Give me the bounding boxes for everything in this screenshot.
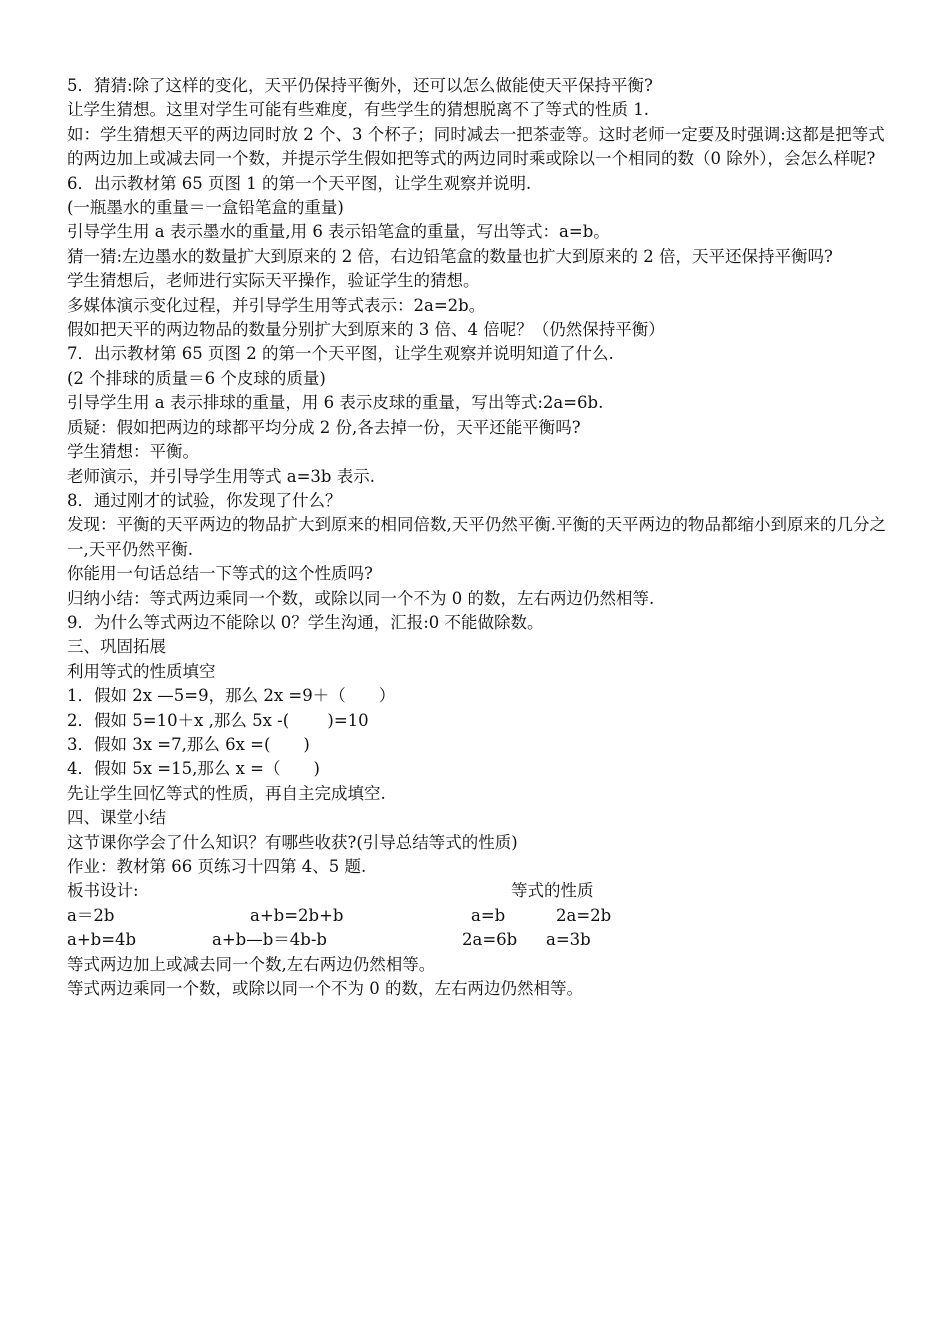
lesson-page xyxy=(67,74,897,1001)
exercise-3: 3．假如 3x =7,那么 6x =( ) xyxy=(67,734,310,754)
paragraph-question-halve: 质疑：假如把两边的球都平均分成 2 份,各去掉一份，天平还能平衡吗? xyxy=(67,417,581,437)
paragraph-teacher-demo: 老师演示，并引导学生用等式 a=3b 表示. xyxy=(67,466,375,486)
paragraph-guess-double: 猜一猜:左边墨水的数量扩大到原来的 2 倍，右边铅笔盒的数量也扩大到原来的 2 倍，天平还保持平衡吗? xyxy=(67,246,833,266)
board-cell: a+b—b＝4b-b xyxy=(212,930,327,950)
board-cell: a=3b xyxy=(546,930,591,950)
board-label: 板书设计: xyxy=(67,881,139,901)
paragraph-step-9: 9．为什么等式两边不能除以 0？学生沟通，汇报:0 不能做除数。 xyxy=(67,612,544,632)
paragraph-fill-blanks: 利用等式的性质填空 xyxy=(67,661,216,681)
paragraph-ink-equals: (一瓶墨水的重量＝一盒铅笔盒的重量) xyxy=(67,198,344,218)
paragraph-ball-equals: (2 个排球的质量＝6 个皮球的质量) xyxy=(67,368,326,388)
paragraph-step-8: 8．通过刚才的试验，你发现了什么？ xyxy=(67,490,342,510)
board-cell: a+b=4b xyxy=(67,930,137,950)
board-header-row xyxy=(67,879,897,903)
board-cell: 2a=2b xyxy=(556,905,612,925)
paragraph-student-guess: 让学生猜想。这里对学生可能有些难度，有些学生的猜想脱离不了等式的性质 1. xyxy=(67,100,649,120)
board-row-1 xyxy=(67,904,897,928)
exercise-4: 4．假如 5x =15,那么 x =（ ) xyxy=(67,759,320,779)
board-cell: a=b xyxy=(471,905,506,925)
paragraph-guess-balance: 学生猜想：平衡。 xyxy=(67,442,199,462)
board-title: 等式的性质 xyxy=(511,881,594,901)
paragraph-write-equation: 引导学生用 a 表示墨水的重量,用 6 表示铅笔盒的重量，写出等式：a=b。 xyxy=(67,222,610,242)
paragraph-guess-5: 5．猜猜:除了这样的变化，天平仍保持平衡外，还可以怎么做能使天平保持平衡? xyxy=(67,76,653,95)
exercise-1: 1．假如 2x —5=9，那么 2x =9＋（ ） xyxy=(67,686,396,706)
paragraph-summarize-question: 你能用一句话总结一下等式的这个性质吗? xyxy=(67,564,373,584)
paragraph-summary: 归纳小结：等式两边乘同一个数，或除以同一个不为 0 的数，左右两边仍然相等. xyxy=(67,588,655,608)
exercise-2: 2．假如 5=10＋x ,那么 5x -( )=10 xyxy=(67,710,369,730)
section-heading-summary: 四、课堂小结 xyxy=(67,808,166,828)
paragraph-verify: 学生猜想后，老师进行实际天平操作，验证学生的猜想。 xyxy=(67,271,480,291)
conclusion-add-subtract: 等式两边加上或减去同一个数,左右两边仍然相等。 xyxy=(67,954,436,974)
board-cell: a＝2b xyxy=(67,905,115,925)
paragraph-what-learned: 这节课你学会了什么知识？有哪些收获?(引导总结等式的性质) xyxy=(67,832,518,852)
paragraph-write-ball-equation: 引导学生用 a 表示排球的重量，用 6 表示皮球的重量，写出等式:2a=6b. xyxy=(67,393,604,413)
paragraph-recall: 先让学生回忆等式的性质，再自主完成填空. xyxy=(67,783,386,803)
paragraph-multimedia: 多媒体演示变化过程，并引导学生用等式表示：2a=2b。 xyxy=(67,295,486,315)
section-heading-consolidate: 三、巩固拓展 xyxy=(67,637,166,657)
board-row-2 xyxy=(67,928,897,952)
board-cell: 2a=6b xyxy=(462,930,518,950)
paragraph-triple: 假如把天平的两边物品的数量分别扩大到原来的 3 倍、4 倍呢？（仍然保持平衡） xyxy=(67,320,665,340)
conclusion-multiply-divide: 等式两边乘同一个数，或除以同一个不为 0 的数，左右两边仍然相等。 xyxy=(67,978,583,998)
paragraph-discovery: 发现：平衡的天平两边的物品扩大到原来的相同倍数,天平仍然平衡.平衡的天平两边的物品都缩小到原来的几分之一,天平仍然平衡. xyxy=(67,515,886,559)
paragraph-step-6: 6．出示教材第 65 页图 1 的第一个天平图，让学生观察并说明. xyxy=(67,173,532,193)
paragraph-step-7: 7．出示教材第 65 页图 2 的第一个天平图，让学生观察并说明知道了什么. xyxy=(67,344,614,364)
paragraph-homework: 作业：教材第 66 页练习十四第 4、5 题. xyxy=(67,857,367,876)
board-cell: a+b=2b+b xyxy=(250,905,344,925)
paragraph-example: 如：学生猜想天平的两边同时放 2 个、3 个杯子；同时减去一把茶壶等。这时老师一定要及时强调:这都是把等式的两边加上或减去同一个数，并提示学生假如把等式的两边同时乘或除以一个相同的数（0 除外），会怎么样呢? xyxy=(67,124,885,169)
